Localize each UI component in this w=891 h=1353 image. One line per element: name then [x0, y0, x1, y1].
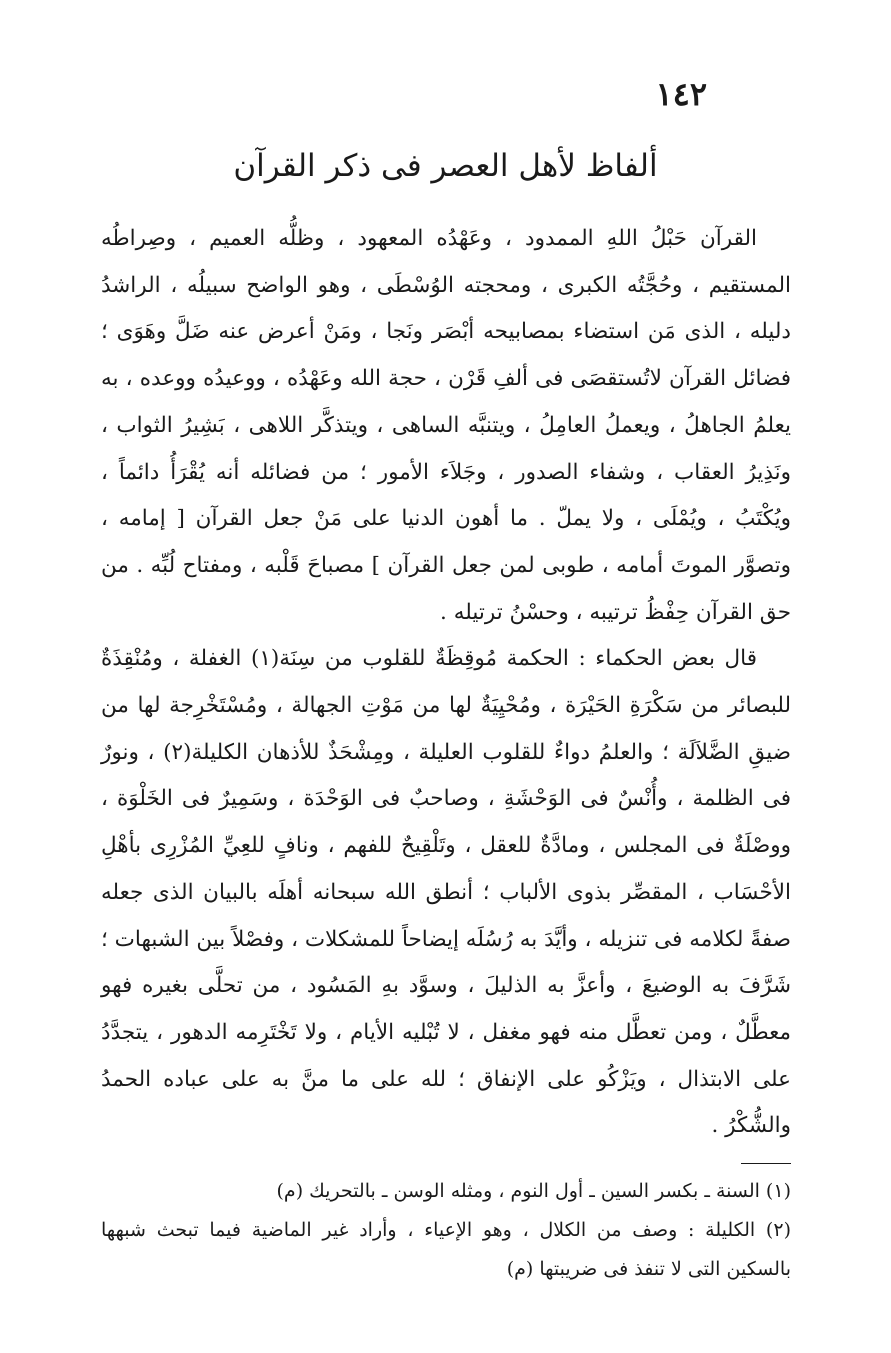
- footnote-divider: [741, 1163, 791, 1164]
- footnotes: [101, 1172, 791, 1289]
- paragraph-quran-praise: القرآن حَبْلُ اللهِ الممدود ، وعَهْدُه المعهود ، وظلُّه العميم ، وصِراطُه المستقيم ، وحُجَّتُه الكبرى ، ومحجته الوُسْطَى ، وهو الواضح سبيلُه ، الراشدُ دليله ، الذى مَن استضاء بمصابيحه أبْصَر ونَجا ، ومَنْ أعرض عنه ضَلَّ وهَوَى ؛ فضائل القرآن لاتُستقصَى فى ألفِ قَرْن ، حجة الله وعَهْدُه ، ووعيدُه ووعده ، به يعلمُ الجاهلُ ، ويعملُ العامِلُ ، ويتنبَّه الساهى ، ويتذكَّر اللاهى ، بَشِيرُ الثواب ، ونَذِيرُ العقاب ، وشفاء الصدور ، وجَلاَء الأمور ؛ من فضائله أنه يُقْرَأُ دائماً ، ويُكْتَبُ ، ويُمْلَى ، ولا يملّ . ما أهون الدنيا على مَنْ جعل القرآن [ إمامه ، وتصوَّر الموتَ أمامه ، طوبى لمن جعل القرآن ] مصباحَ قَلْبه ، ومفتاح لُبِّه . من حق القرآن حِفْظُ ترتيبه ، وحسْنُ ترتيله .: [101, 226, 791, 625]
- page-number: ١٤٢: [655, 75, 707, 113]
- paragraph-wisdom-saying: قال بعض الحكماء : الحكمة مُوقِظَةٌ للقلوب من سِنَة(١) الغفلة ، ومُنْقِذَةٌ للبصائر من سَكْرَةِ الحَيْرَة ، ومُحْيِيَةٌ لها من مَوْتِ الجهالة ، ومُسْتَخْرِجة لها من ضيقِ الضَّلاَلَة ؛ والعلمُ دواءٌ للقلوب العليلة ، ومِشْحَذٌ للأذهان الكليلة(٢) ، ونورٌ فى الظلمة ، وأُنْسٌ فى الوَحْشَةِ ، وصاحبٌ فى الوَحْدَة ، وسَمِيرٌ فى الخَلْوَة ، ووصْلَةٌ فى المجلس ، ومادَّةٌ للعقل ، وتَلْقِيحٌ للفهم ، ونافٍ للعِيِّ المُزْرِى بأهْلِ الأحْسَاب ، المقصِّر بذوى الألباب ؛ أنطق الله سبحانه أهلَه بالبيان الذى جعله صفةً لكلامه فى تنزيله ، وأيَّدَ به رُسُلَه إيضاحاً للمشكلات ، وفصْلاً بين الشبهات ؛ شَرَّفَ به الوضيعَ ، وأعزَّ به الذليلَ ، وسوَّد بهِ المَسُود ، من تحلَّى بغيره فهو معطَّلٌ ، ومن تعطَّل منه فهو مغفل ، لا تُبْليه الأيام ، ولا تَخْتَرِمه الدهور ، يتجدَّدُ على الابتذال ، ويَزْكُو على الإنفاق ؛ لله على ما منَّ به على عباده الحمدُ والشُّكْرُ .: [101, 646, 791, 1139]
- footnote-1: (١) السنة ـ بكسر السين ـ أول النوم ، ومثله الوسن ـ بالتحريك (م): [276, 1180, 791, 1202]
- section-heading: ألفاظ لأهل العصر فى ذكر القرآن: [233, 148, 658, 184]
- footnote-2: (٢) الكليلة : وصف من الكلال ، وهو الإعياء ، وأراد غير الماضية فيما تبحث شبهها بالسكين التى لا تنفذ فى ضريبتها (م): [101, 1219, 791, 1280]
- main-text: [101, 216, 791, 1150]
